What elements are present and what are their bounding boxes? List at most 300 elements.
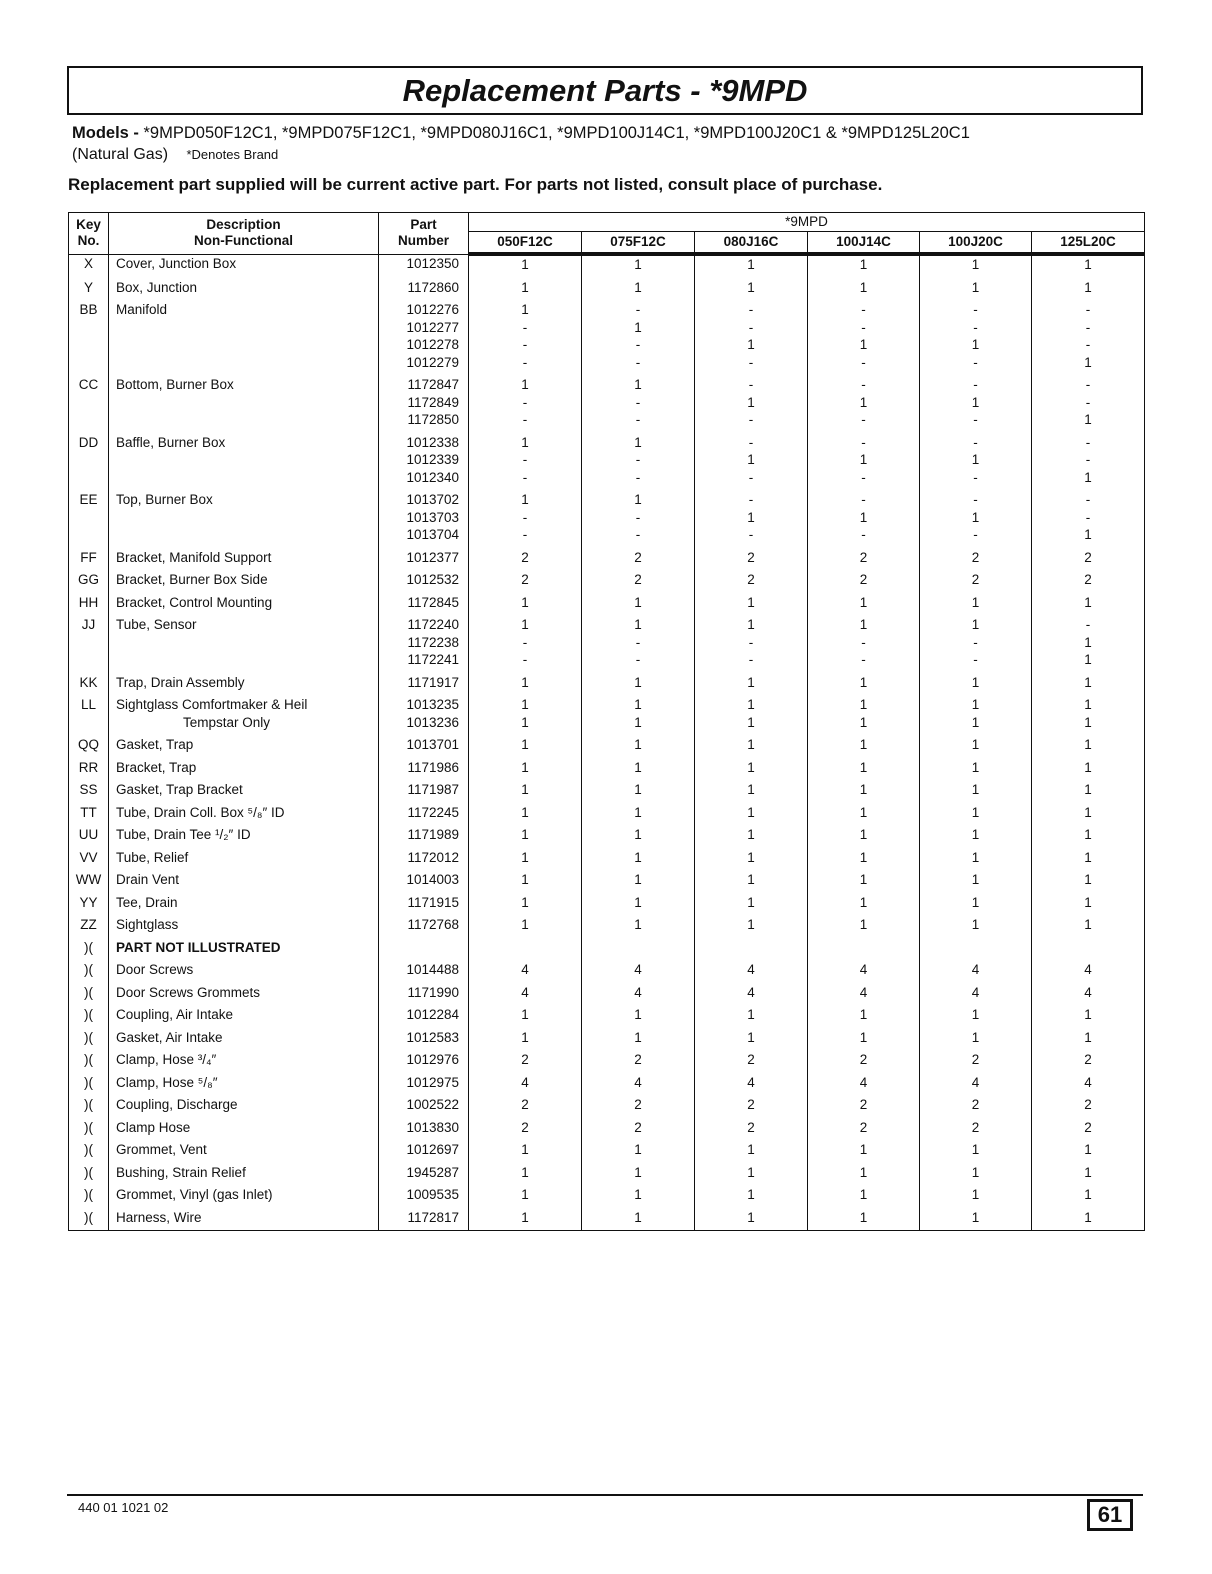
qty-cell-125L20C	[1032, 1001, 1145, 1024]
key-cell: )(	[69, 1069, 109, 1092]
qty-value: 1	[747, 452, 755, 467]
part-number: 1012278	[406, 337, 459, 352]
qty-value: 4	[747, 1074, 755, 1090]
qty-cell-100J20C	[920, 691, 1032, 731]
qty-value: 4	[521, 1074, 529, 1090]
key-cell: )(	[69, 1114, 109, 1137]
part-number-cell	[379, 589, 469, 612]
qty-value: 1	[521, 617, 529, 632]
qty-value: 1	[1084, 1142, 1092, 1157]
qty-value: 1	[971, 827, 980, 842]
qty-value: 1	[521, 804, 529, 820]
qty-value: 1	[747, 1029, 755, 1045]
table-row	[69, 691, 1145, 731]
qty-cell-100J20C	[920, 296, 1032, 371]
qty-value: -	[522, 394, 528, 410]
qty-value: 1	[521, 279, 529, 295]
qty-cell-100J14C	[808, 589, 920, 612]
key-cell: X	[69, 254, 109, 274]
qty-value: -	[522, 652, 528, 667]
qty-value: -	[522, 634, 528, 650]
qty-cell-125L20C	[1032, 1024, 1145, 1047]
qty-cell-100J14C	[808, 669, 920, 692]
qty-value: 1	[747, 594, 755, 610]
qty-value: 2	[971, 572, 980, 587]
qty-value: 1	[747, 872, 755, 887]
qty-value: 1	[1084, 714, 1092, 730]
qty-value: 1	[971, 257, 980, 272]
qty-value: 1	[521, 737, 529, 752]
qty-cell-050F12C	[469, 1069, 582, 1092]
part-number-header	[379, 213, 469, 255]
qty-value: 1	[521, 1209, 529, 1225]
qty-value: 1	[971, 782, 980, 797]
model-header-080J16C: 080J16C	[695, 232, 808, 255]
qty-value: 1	[747, 337, 755, 352]
description-cell	[109, 1001, 379, 1024]
qty-value: 1	[971, 1029, 980, 1045]
qty-cell-050F12C	[469, 1159, 582, 1182]
qty-value: -	[973, 412, 978, 427]
qty-value: 1	[859, 1142, 868, 1157]
qty-value: 1	[634, 434, 642, 450]
qty-value: 2	[859, 1119, 868, 1135]
part-number: 1171986	[407, 759, 459, 775]
key-cell: YY	[69, 889, 109, 912]
qty-value: 2	[634, 572, 642, 587]
qty-value: 1	[747, 279, 755, 295]
qty-cell-125L20C	[1032, 691, 1145, 731]
qty-cell-050F12C	[469, 691, 582, 731]
qty-value: 1	[634, 1029, 642, 1045]
qty-cell-080J16C	[695, 544, 808, 567]
part-number: 1012697	[406, 1142, 459, 1157]
description-cell	[109, 486, 379, 544]
part-number-cell	[379, 669, 469, 692]
qty-cell-075F12C	[582, 691, 695, 731]
qty-cell-100J20C	[920, 1114, 1032, 1137]
part-number: 1012583	[406, 1029, 459, 1045]
qty-value: 1	[747, 509, 755, 525]
qty-value: -	[973, 377, 978, 392]
qty-value: -	[861, 634, 866, 650]
gas-type-line	[72, 146, 278, 164]
description-text: Drain Vent	[116, 872, 180, 887]
part-number: 1171917	[407, 674, 459, 690]
qty-value: -	[635, 302, 641, 317]
qty-cell-100J20C	[920, 669, 1032, 692]
qty-value: -	[861, 377, 866, 392]
qty-value: 1	[1084, 827, 1092, 842]
qty-value: -	[635, 652, 641, 667]
part-number-cell	[379, 254, 469, 274]
part-number-cell	[379, 889, 469, 912]
qty-cell-080J16C	[695, 956, 808, 979]
qty-value: -	[973, 302, 978, 317]
qty-value: 4	[1084, 1074, 1092, 1090]
qty-cell-125L20C	[1032, 821, 1145, 844]
qty-cell-080J16C	[695, 1091, 808, 1114]
qty-value: 1	[971, 714, 980, 730]
qty-value: 1	[634, 617, 642, 632]
qty-value: 1	[747, 782, 755, 797]
key-cell: )(	[69, 1159, 109, 1182]
key-cell: CC	[69, 371, 109, 429]
part-number-cell	[379, 566, 469, 589]
qty-value: 1	[971, 1209, 980, 1225]
qty-cell-050F12C	[469, 1046, 582, 1069]
qty-value: 1	[859, 594, 868, 610]
qty-value: -	[748, 492, 754, 507]
qty-cell-080J16C	[695, 486, 808, 544]
qty-cell-075F12C	[582, 611, 695, 669]
qty-value: 1	[859, 1164, 868, 1180]
qty-value: 1	[1084, 1164, 1092, 1180]
qty-cell-075F12C	[582, 731, 695, 754]
qty-value: 1	[859, 1007, 868, 1022]
description-text: Gasket, Air Intake	[116, 1029, 223, 1045]
qty-cell-050F12C	[469, 866, 582, 889]
qty-value: 1	[1084, 759, 1092, 775]
part-number-cell	[379, 1046, 469, 1069]
description-text: Harness, Wire	[116, 1209, 202, 1225]
key-cell: DD	[69, 429, 109, 487]
description-text: Bottom, Burner Box	[116, 377, 234, 392]
qty-cell-125L20C	[1032, 544, 1145, 567]
key-cell: )(	[69, 1046, 109, 1069]
qty-value: 1	[971, 737, 980, 752]
part-number: 1012976	[406, 1052, 459, 1067]
description-cell	[109, 274, 379, 297]
qty-cell-100J14C	[808, 956, 920, 979]
qty-cell-125L20C	[1032, 799, 1145, 822]
qty-cell-100J14C	[808, 1069, 920, 1092]
qty-cell-080J16C	[695, 1204, 808, 1231]
qty-value: 1	[521, 894, 529, 910]
qty-cell-050F12C	[469, 296, 582, 371]
qty-value: 1	[521, 594, 529, 610]
part-number-cell	[379, 1159, 469, 1182]
qty-value: -	[522, 319, 528, 335]
qty-value: 1	[971, 337, 980, 352]
table-row	[69, 669, 1145, 692]
qty-value: 1	[859, 872, 868, 887]
part-number: 1172817	[407, 1209, 459, 1225]
qty-value: 1	[859, 759, 868, 775]
qty-value: 1	[521, 492, 529, 507]
qty-cell-100J20C	[920, 429, 1032, 487]
qty-value: 1	[859, 782, 868, 797]
part-number: 1171990	[407, 984, 459, 1000]
model-header-075F12C: 075F12C	[582, 232, 695, 255]
key-header	[69, 213, 109, 255]
qty-cell-075F12C	[582, 1204, 695, 1231]
qty-cell-125L20C	[1032, 844, 1145, 867]
qty-value: 1	[971, 1007, 980, 1022]
qty-value: 1	[521, 1007, 529, 1022]
qty-cell-080J16C	[695, 934, 808, 957]
qty-value: 1	[859, 1209, 868, 1225]
description-cell	[109, 296, 379, 371]
qty-value: -	[973, 634, 978, 650]
qty-cell-100J14C	[808, 754, 920, 777]
description-cell	[109, 1091, 379, 1114]
description-text: Bushing, Strain Relief	[116, 1164, 246, 1180]
part-number: 1013235	[406, 697, 459, 712]
qty-value: 1	[521, 257, 529, 272]
part-number: 1171989	[407, 827, 459, 842]
qty-cell-125L20C	[1032, 669, 1145, 692]
description-cell	[109, 754, 379, 777]
part-number-cell	[379, 979, 469, 1002]
qty-cell-100J14C	[808, 889, 920, 912]
qty-value: 1	[859, 617, 868, 632]
key-cell: WW	[69, 866, 109, 889]
qty-cell-080J16C	[695, 776, 808, 799]
key-cell: VV	[69, 844, 109, 867]
qty-value: 1	[521, 697, 529, 712]
description-cell	[109, 1181, 379, 1204]
description-text: Tube, Drain Coll. Box ⁵/₈″ ID	[116, 804, 285, 820]
qty-value: 1	[634, 849, 642, 865]
qty-cell-050F12C	[469, 486, 582, 544]
qty-value: 2	[1084, 572, 1092, 587]
table-row	[69, 821, 1145, 844]
table-row	[69, 934, 1145, 957]
qty-value: -	[748, 634, 754, 650]
qty-cell-100J20C	[920, 866, 1032, 889]
qty-value: 4	[971, 1074, 980, 1090]
part-number: 1172240	[407, 617, 459, 632]
description-cell	[109, 1159, 379, 1182]
qty-cell-125L20C	[1032, 934, 1145, 957]
qty-value: 2	[521, 549, 529, 565]
key-cell: HH	[69, 589, 109, 612]
qty-cell-080J16C	[695, 589, 808, 612]
part-number: 1172012	[407, 849, 459, 865]
qty-value: -	[748, 527, 754, 542]
part-number-cell	[379, 371, 469, 429]
part-number: 1012279	[406, 354, 459, 370]
qty-cell-075F12C	[582, 544, 695, 567]
qty-value: 1	[859, 849, 868, 865]
qty-cell-100J14C	[808, 611, 920, 669]
qty-cell-100J20C	[920, 799, 1032, 822]
key-cell: BB	[69, 296, 109, 371]
qty-value: 2	[859, 572, 868, 587]
qty-value: 1	[859, 337, 868, 352]
qty-cell-080J16C	[695, 254, 808, 274]
part-number-cell	[379, 754, 469, 777]
table-row	[69, 1069, 1145, 1092]
qty-value: 1	[971, 894, 980, 910]
part-number-cell	[379, 731, 469, 754]
qty-value: 1	[971, 1142, 980, 1157]
page-title-box	[67, 66, 1143, 115]
qty-value: 1	[747, 697, 755, 712]
gas-type: (Natural Gas)	[72, 146, 169, 163]
qty-value: -	[1085, 617, 1091, 632]
qty-value: -	[748, 377, 754, 392]
qty-value: 1	[747, 737, 755, 752]
qty-cell-080J16C	[695, 296, 808, 371]
description-cell	[109, 821, 379, 844]
description-cell	[109, 799, 379, 822]
qty-value: 1	[521, 1164, 529, 1180]
qty-cell-080J16C	[695, 371, 808, 429]
qty-cell-050F12C	[469, 1136, 582, 1159]
models-line	[72, 123, 1152, 143]
description-cell	[109, 979, 379, 1002]
qty-cell-100J20C	[920, 1204, 1032, 1231]
qty-cell-100J20C	[920, 254, 1032, 274]
qty-cell-080J16C	[695, 1114, 808, 1137]
qty-value: -	[861, 302, 866, 317]
qty-value: -	[1085, 452, 1091, 467]
part-number: 1012338	[406, 434, 459, 450]
qty-cell-100J20C	[920, 821, 1032, 844]
qty-value: 4	[747, 984, 755, 1000]
qty-cell-100J20C	[920, 956, 1032, 979]
description-text: Box, Junction	[116, 279, 198, 295]
part-number-header-line1: Part	[410, 217, 437, 233]
qty-cell-100J20C	[920, 1091, 1032, 1114]
qty-cell-050F12C	[469, 1114, 582, 1137]
qty-value: 1	[859, 737, 868, 752]
part-number: 1014488	[406, 962, 459, 977]
qty-value: 1	[859, 697, 868, 712]
part-number-cell	[379, 1181, 469, 1204]
description-cell	[109, 429, 379, 487]
model-header-050F12C: 050F12C	[469, 232, 582, 255]
qty-value: -	[748, 412, 754, 427]
qty-cell-075F12C	[582, 889, 695, 912]
qty-cell-080J16C	[695, 821, 808, 844]
qty-value: 1	[747, 1209, 755, 1225]
qty-cell-125L20C	[1032, 1181, 1145, 1204]
qty-value: -	[635, 354, 641, 370]
qty-value: -	[522, 452, 528, 467]
qty-cell-100J14C	[808, 1204, 920, 1231]
qty-cell-075F12C	[582, 821, 695, 844]
table-row	[69, 1114, 1145, 1137]
description-cell	[109, 1046, 379, 1069]
qty-cell-100J14C	[808, 776, 920, 799]
part-number-cell	[379, 866, 469, 889]
part-number: 1172768	[407, 917, 459, 932]
description-text: Door Screws Grommets	[116, 984, 261, 1000]
part-number: 1012975	[406, 1074, 459, 1090]
qty-cell-050F12C	[469, 934, 582, 957]
qty-value: 2	[971, 1097, 980, 1112]
key-cell: RR	[69, 754, 109, 777]
qty-value: 4	[634, 1074, 642, 1090]
brand-note: *Denotes Brand	[186, 147, 279, 162]
qty-value: -	[861, 319, 866, 335]
qty-cell-050F12C	[469, 1024, 582, 1047]
qty-value: 1	[634, 1164, 642, 1180]
qty-cell-100J14C	[808, 486, 920, 544]
qty-value: -	[635, 337, 641, 352]
description-header-line1: Description	[206, 217, 281, 233]
qty-cell-100J20C	[920, 889, 1032, 912]
qty-cell-100J20C	[920, 1046, 1032, 1069]
qty-value: 1	[747, 1142, 755, 1157]
page-number: 61	[1087, 1499, 1133, 1531]
qty-value: -	[748, 434, 754, 450]
qty-cell-100J20C	[920, 1136, 1032, 1159]
part-number: 1013830	[406, 1119, 459, 1135]
qty-value: 1	[634, 1007, 642, 1022]
part-number: 1009535	[406, 1187, 459, 1202]
qty-cell-100J14C	[808, 934, 920, 957]
qty-cell-125L20C	[1032, 254, 1145, 274]
qty-cell-075F12C	[582, 776, 695, 799]
qty-cell-100J20C	[920, 1069, 1032, 1092]
key-cell: )(	[69, 1024, 109, 1047]
qty-value: 1	[859, 1187, 868, 1202]
qty-cell-080J16C	[695, 1069, 808, 1092]
qty-value: -	[748, 469, 754, 485]
description-text: Sightglass Comfortmaker & Heil	[116, 697, 308, 712]
qty-cell-075F12C	[582, 844, 695, 867]
qty-cell-125L20C	[1032, 1091, 1145, 1114]
qty-cell-125L20C	[1032, 611, 1145, 669]
qty-value: 4	[1084, 962, 1092, 977]
qty-value: -	[522, 469, 528, 485]
table-row	[69, 731, 1145, 754]
qty-value: 1	[971, 279, 980, 295]
part-number-cell	[379, 776, 469, 799]
model-header-125L20C: 125L20C	[1032, 232, 1145, 255]
part-number-cell	[379, 274, 469, 297]
part-number: 1012284	[406, 1007, 459, 1022]
qty-cell-050F12C	[469, 754, 582, 777]
part-number: 1013704	[406, 527, 459, 542]
qty-cell-050F12C	[469, 889, 582, 912]
qty-value: -	[861, 469, 866, 485]
model-header-100J20C: 100J20C	[920, 232, 1032, 255]
qty-cell-125L20C	[1032, 1159, 1145, 1182]
table-row	[69, 1181, 1145, 1204]
qty-value: 2	[859, 1097, 868, 1112]
part-number: 1013236	[406, 714, 459, 730]
parts-table-body	[69, 254, 1145, 1231]
qty-value: 1	[971, 617, 980, 632]
description-cell	[109, 611, 379, 669]
qty-value: 2	[1084, 549, 1092, 565]
part-number: 1172850	[407, 412, 459, 427]
description-text: Clamp, Hose ⁵/₈″	[116, 1074, 218, 1090]
qty-value: 1	[859, 257, 868, 272]
qty-value: -	[973, 354, 978, 370]
part-number: 1012276	[406, 302, 459, 317]
qty-value: 1	[634, 1187, 642, 1202]
qty-cell-050F12C	[469, 731, 582, 754]
qty-value: 1	[859, 674, 868, 690]
qty-value: 2	[747, 1052, 755, 1067]
qty-cell-050F12C	[469, 776, 582, 799]
description-text: Coupling, Discharge	[116, 1097, 238, 1112]
description-text: Tube, Drain Tee ¹/₂″ ID	[116, 827, 251, 842]
qty-cell-050F12C	[469, 669, 582, 692]
qty-cell-080J16C	[695, 274, 808, 297]
description-text: Bracket, Manifold Support	[116, 549, 272, 565]
qty-cell-080J16C	[695, 1024, 808, 1047]
part-number-cell	[379, 1001, 469, 1024]
qty-value: 2	[521, 572, 529, 587]
qty-cell-125L20C	[1032, 486, 1145, 544]
